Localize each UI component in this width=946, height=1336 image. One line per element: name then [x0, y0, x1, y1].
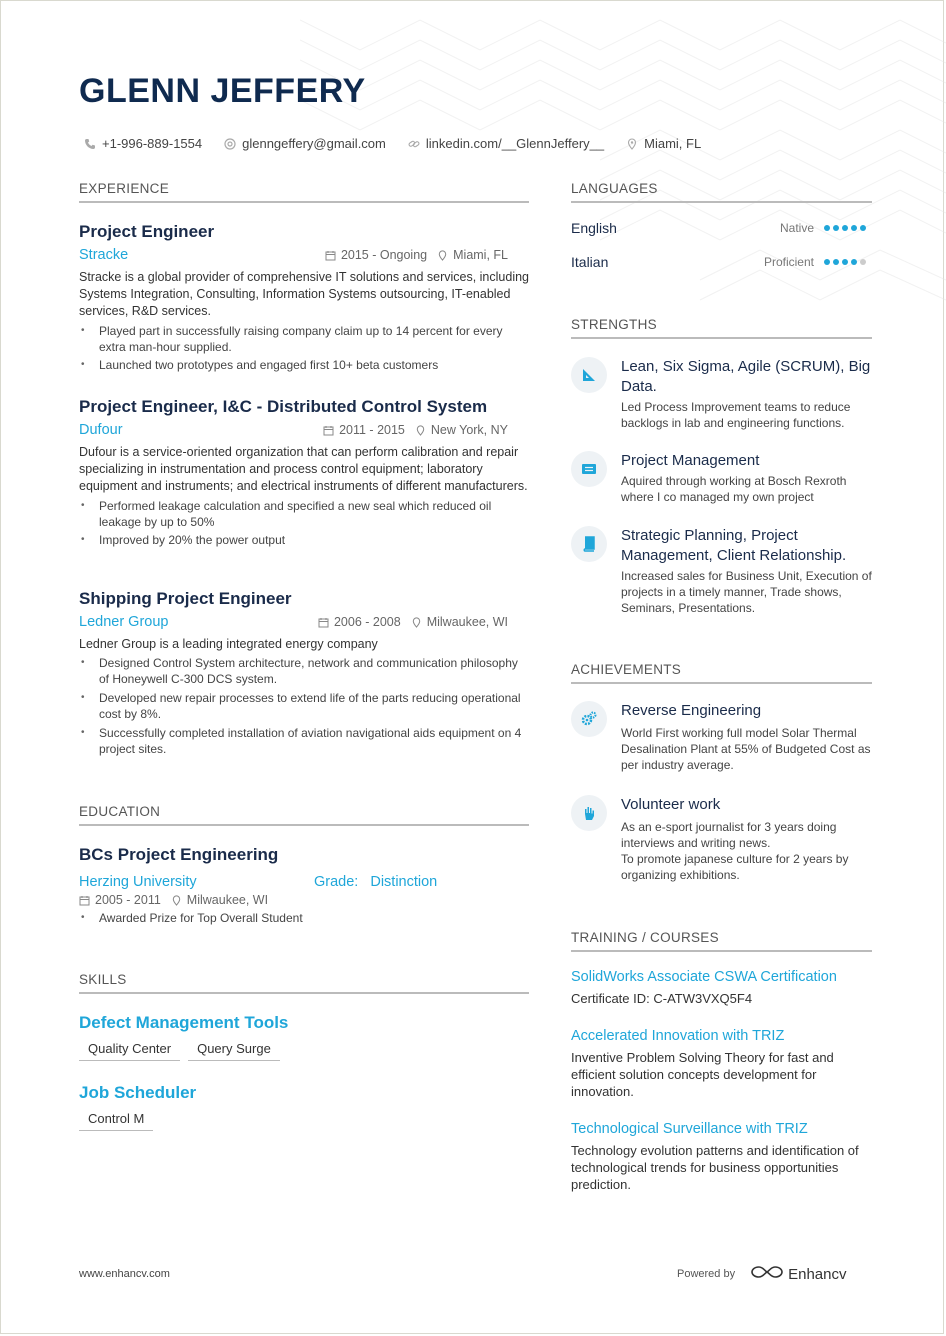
job-bullet: • Developed new repair processes to extend life of the parts reducing operational cost by 8%.	[79, 690, 529, 722]
hand-icon	[571, 795, 607, 831]
location-pin-icon	[171, 895, 182, 906]
education-location: Milwaukee, WI	[186, 893, 269, 907]
job-company: Dufour	[79, 422, 123, 438]
section-title-training: TRAINING / COURSES	[571, 930, 872, 952]
job-entry	[79, 397, 529, 548]
section-title-languages: LANGUAGES	[571, 181, 872, 203]
skill-group-title: Job Scheduler	[79, 1083, 197, 1102]
link-icon	[408, 138, 420, 150]
strengths-section	[571, 317, 872, 339]
location-pin-icon	[415, 425, 426, 436]
contact-bar	[84, 136, 701, 151]
job-entry	[79, 222, 529, 373]
strength-title: Lean, Six Sigma, Agile (SCRUM), Big Data.	[621, 358, 871, 395]
job-bullet: • Successfully completed installation of aviation navigational aids equipment on 4 project sites.	[79, 725, 529, 757]
job-bullet: • Improved by 20% the power output	[79, 532, 529, 548]
skill-tag: Query Surge	[188, 1039, 280, 1061]
skill-tag: Quality Center	[79, 1039, 180, 1061]
course-title: Technological Surveillance with TRIZ	[571, 1121, 808, 1137]
rating-dot-filled	[851, 259, 857, 265]
language-level: Proficient	[763, 255, 814, 269]
skill-group-title: Defect Management Tools	[79, 1013, 289, 1032]
linkedin-text: linkedin.com/__GlennJeffery__	[425, 136, 605, 151]
course-desc: Inventive Problem Solving Theory for fast and efficient solution concepts development for innovation.	[571, 1050, 834, 1099]
job-dates: 2011 - 2015	[339, 423, 405, 437]
experience-section	[79, 181, 529, 203]
strength-item	[571, 357, 872, 431]
language-rating	[824, 259, 866, 265]
achievements-section	[571, 662, 872, 684]
school-name: Herzing University	[79, 874, 197, 890]
job-title: Shipping Project Engineer	[79, 589, 292, 608]
rating-dot-filled	[851, 225, 857, 231]
rating-dot-filled	[833, 225, 839, 231]
education-section	[79, 804, 529, 826]
at-sign-icon	[224, 138, 236, 150]
rating-dot-filled	[842, 225, 848, 231]
course-title: Accelerated Innovation with TRIZ	[571, 1028, 785, 1044]
calendar-icon	[325, 250, 336, 261]
job-location: Milwaukee, WI	[426, 615, 508, 629]
rating-dot-filled	[824, 259, 830, 265]
list-card-icon	[571, 451, 607, 487]
language-level: Native	[779, 221, 814, 235]
achievement-desc: As an e-sport journalist for 3 years doing interviews and writing news. To promote japanese culture for 2 years by organizing exhibitions.	[621, 820, 849, 882]
education-dates: 2005 - 2011	[95, 893, 161, 907]
gears-icon	[571, 701, 607, 737]
job-bullet: • Launched two prototypes and engaged first 10+ beta customers	[79, 357, 529, 373]
job-description: Ledner Group is a leading integrated energy company	[79, 637, 378, 651]
job-title: Project Engineer	[79, 222, 215, 241]
contact-linkedin[interactable]	[408, 136, 604, 151]
skills-section	[79, 972, 529, 994]
course-item	[571, 1121, 872, 1193]
strength-desc: Aquired through working at Bosch Rexroth where I co managed my own project	[621, 474, 847, 504]
education-entry	[79, 845, 529, 926]
footer-website[interactable]: www.enhancv.com	[79, 1268, 170, 1280]
contact-phone[interactable]	[84, 136, 202, 151]
job-dates: 2015 - Ongoing	[340, 248, 428, 262]
skill-group	[79, 1013, 529, 1061]
strength-item	[571, 526, 872, 616]
achievement-item	[571, 795, 872, 883]
book-icon	[571, 526, 607, 562]
job-entry	[79, 589, 529, 757]
course-item	[571, 969, 872, 1007]
location-pin-icon	[437, 250, 448, 261]
phone-icon	[84, 138, 96, 150]
rating-dot-filled	[860, 225, 866, 231]
rating-dot-filled	[824, 225, 830, 231]
calendar-icon	[79, 895, 90, 906]
job-dates: 2006 - 2008	[333, 615, 401, 629]
footer-branding	[677, 1264, 846, 1284]
language-row	[571, 220, 872, 236]
course-desc: Certificate ID: C-ATW3VXQ5F4	[571, 991, 753, 1006]
rating-dot-filled	[842, 259, 848, 265]
education-bullet: • Awarded Prize for Top Overall Student	[79, 910, 529, 926]
powered-by-label: Powered by	[677, 1268, 736, 1280]
job-location: New York, NY	[430, 423, 508, 437]
grade-value: Distinction	[370, 874, 438, 890]
rating-dot-empty	[860, 259, 866, 265]
location-pin-icon	[626, 138, 638, 150]
strength-item	[571, 451, 872, 505]
course-item	[571, 1028, 872, 1100]
achievement-desc: World First working full model Solar Thermal Desalination Plant at 55% of Budgeted Cost as per industry average.	[621, 726, 871, 772]
achievement-item	[571, 701, 872, 773]
course-title: SolidWorks Associate CSWA Certification	[571, 969, 837, 985]
training-section	[571, 930, 872, 952]
achievement-title: Volunteer work	[621, 796, 721, 813]
section-title-skills: SKILLS	[79, 972, 529, 994]
job-bullet: • Performed leakage calculation and specified a new seal which reduced oil leakage by up to 50%	[79, 498, 529, 530]
skill-tag: Control M	[79, 1109, 153, 1131]
location-text: Miami, FL	[644, 136, 702, 151]
job-description: Stracke is a global provider of comprehensive IT solutions and services, including Systems Integration, Consulting, Information Systems outsourcing, IT-enabled services, R&D services.	[79, 270, 529, 318]
language-name: Italian	[571, 254, 609, 270]
job-bullet: • Designed Control System architecture, network and communication philosophy of Honeywell C-300 DCS system.	[79, 655, 529, 687]
language-row	[571, 254, 872, 270]
section-title-achievements: ACHIEVEMENTS	[571, 662, 872, 684]
rating-dot-filled	[833, 259, 839, 265]
section-title-strengths: STRENGTHS	[571, 317, 872, 339]
language-rating	[824, 225, 866, 231]
language-name: English	[571, 220, 617, 236]
job-location: Miami, FL	[453, 248, 508, 262]
job-company: Stracke	[79, 247, 129, 263]
calendar-icon	[323, 425, 334, 436]
course-desc: Technology evolution patterns and identification of technological trends for business opportunities prediction.	[571, 1143, 859, 1192]
skill-group	[79, 1083, 529, 1131]
degree-title: BCs Project Engineering	[79, 845, 279, 864]
job-description: Dufour is a service-oriented organization that can perform calibration and repair specializing in instrumentation and process control equipment; laboratory equipment and instruments; and electrical instruments of different manufacturers.	[79, 445, 528, 493]
location-pin-icon	[411, 617, 422, 628]
contact-email[interactable]	[224, 136, 386, 151]
section-title-education: EDUCATION	[79, 804, 529, 826]
brand-name: Enhancv	[788, 1265, 847, 1283]
job-title: Project Engineer, I&C - Distributed Control System	[79, 397, 488, 416]
job-company: Ledner Group	[79, 614, 169, 630]
section-title-experience: EXPERIENCE	[79, 181, 529, 203]
languages-section	[571, 181, 872, 270]
job-bullet: • Played part in successfully raising company claim up to 14 percent for every extra man-hour supplied.	[79, 323, 529, 355]
brand-logo[interactable]	[751, 1264, 846, 1284]
ruler-triangle-icon	[571, 357, 607, 393]
infinity-logo-icon	[751, 1264, 783, 1284]
strength-title: Project Management	[621, 452, 760, 469]
contact-location	[626, 136, 701, 151]
achievement-title: Reverse Engineering	[621, 702, 762, 719]
strength-title: Strategic Planning, Project Management, Client Relationship.	[621, 527, 847, 564]
strength-desc: Increased sales for Business Unit, Execution of projects in a timely manner, Trade shows, Seminars, Presentations.	[621, 569, 872, 615]
email-text: glenngeffery@gmail.com	[242, 136, 386, 151]
calendar-icon	[318, 617, 329, 628]
strength-desc: Led Process Improvement teams to reduce backlogs in lab and engineering functions.	[621, 400, 851, 430]
candidate-name: GLENN JEFFERY	[79, 72, 366, 110]
phone-text: +1-996-889-1554	[102, 136, 203, 151]
grade-label: Grade:	[314, 874, 359, 890]
